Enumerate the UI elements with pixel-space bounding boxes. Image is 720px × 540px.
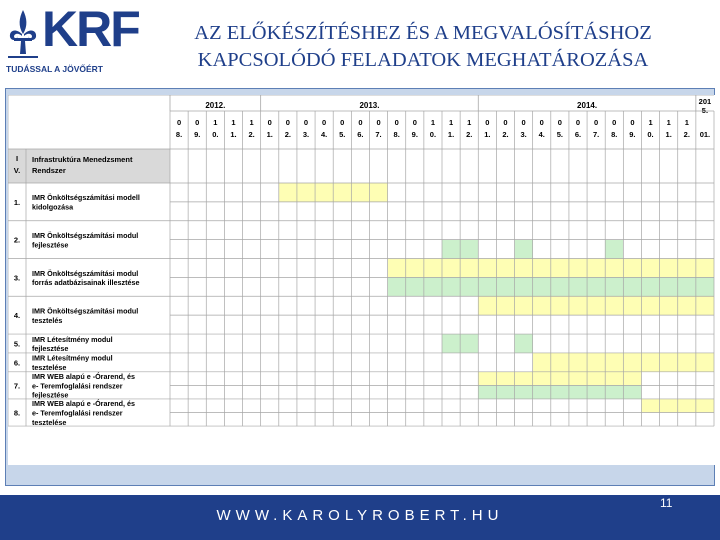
- month-label: 0: [557, 118, 562, 127]
- month-label: 9.: [629, 130, 636, 139]
- gantt-bar-cell: [515, 334, 533, 353]
- gantt-bar-cell: [496, 296, 514, 315]
- gantt-bar-cell: [623, 353, 641, 372]
- task-label: fejlesztése: [32, 390, 69, 400]
- gantt-bar-cell: [605, 240, 623, 259]
- task-label: IMR Létesítmény modul: [32, 353, 113, 363]
- month-label: 0: [485, 118, 490, 127]
- slide-title: [128, 20, 718, 74]
- gantt-bar-cell: [442, 277, 460, 296]
- task-number: 6.: [13, 358, 21, 368]
- gantt-bar-cell: [678, 353, 696, 372]
- gantt-bar-cell: [696, 277, 714, 296]
- month-label: 3.: [302, 130, 310, 139]
- month-label: 0: [376, 118, 381, 127]
- gantt-bar-cell: [641, 399, 659, 413]
- task-label: IMR WEB alapú e -Órarend, és: [32, 372, 136, 382]
- task-number: 2.: [13, 235, 21, 245]
- gantt-bar-cell: [605, 372, 623, 386]
- month-label: 2.: [502, 130, 509, 139]
- gantt-bar-cell: [551, 353, 569, 372]
- gantt-bar-cell: [406, 259, 424, 278]
- month-label: 01.: [699, 130, 711, 139]
- gantt-bar-cell: [351, 183, 369, 202]
- month-label: 1: [448, 118, 454, 127]
- task-number: 4.: [13, 311, 21, 321]
- task-number: 7.: [13, 381, 21, 391]
- month-label: 0: [195, 118, 200, 127]
- month-label: 0: [358, 118, 363, 127]
- gantt-bar-cell: [678, 399, 696, 413]
- task-label: IMR Önköltségszámítási modul: [32, 306, 139, 316]
- gantt-bar-cell: [623, 259, 641, 278]
- gantt-bar-cell: [587, 277, 605, 296]
- slide-title-line-1: AZ ELŐKÉSZÍTÉSHEZ ÉS A MEGVALÓSÍTÁSHOZ: [194, 22, 652, 44]
- fleur-de-lis-icon: [6, 6, 40, 62]
- gantt-bar-cell: [623, 372, 641, 386]
- gantt-bar-cell: [660, 277, 678, 296]
- month-label: 0: [412, 118, 417, 127]
- gantt-bar-cell: [678, 259, 696, 278]
- krf-logo: [6, 1, 139, 76]
- month-label: 1: [213, 118, 218, 127]
- gantt-bar-cell: [569, 353, 587, 372]
- gantt-bar-cell: [297, 183, 315, 202]
- gantt-bar-cell: [515, 385, 533, 399]
- gantt-bar-cell: [515, 372, 533, 386]
- gantt-bar-cell: [569, 259, 587, 278]
- page-number: 11: [660, 496, 673, 510]
- gantt-bar-cell: [442, 259, 460, 278]
- gantt-bar-cell: [533, 385, 551, 399]
- gantt-bar-cell: [478, 385, 496, 399]
- gantt-bar-cell: [460, 277, 478, 296]
- logo-wordmark: KRF: [42, 1, 139, 57]
- month-label: 1: [467, 118, 472, 127]
- month-label: 0: [630, 118, 635, 127]
- month-label: 0: [322, 118, 327, 127]
- gantt-bar-cell: [641, 259, 659, 278]
- gantt-bar-cell: [369, 183, 387, 202]
- gantt-bar-cell: [696, 259, 714, 278]
- task-label: fejlesztése: [32, 344, 69, 354]
- gantt-bar-cell: [605, 385, 623, 399]
- month-label: 1.: [266, 130, 273, 139]
- gantt-bar-cell: [478, 372, 496, 386]
- month-label: 0: [176, 118, 182, 127]
- header-corner: [8, 95, 170, 149]
- gantt-bar-cell: [315, 183, 333, 202]
- gantt-bar-cell: [678, 277, 696, 296]
- section-number: I: [15, 154, 19, 163]
- gantt-bar-cell: [696, 296, 714, 315]
- gantt-bar-cell: [406, 277, 424, 296]
- gantt-bar-cell: [551, 385, 569, 399]
- gantt-bar-cell: [696, 353, 714, 372]
- month-label: 2.: [683, 130, 690, 139]
- task-label: fejlesztése: [32, 240, 69, 250]
- month-label: 6.: [574, 130, 582, 139]
- gantt-bar-cell: [333, 183, 351, 202]
- task-number: 1.: [13, 197, 21, 207]
- gantt-bar-cell: [460, 240, 478, 259]
- month-label: 0: [394, 118, 399, 127]
- month-label: 7.: [375, 130, 382, 139]
- gantt-bar-cell: [696, 399, 714, 413]
- gantt-bar-cell: [587, 372, 605, 386]
- task-label: IMR Önköltségszámítási modul: [32, 230, 139, 240]
- section-label: Rendszer: [32, 166, 66, 175]
- gantt-bar-cell: [460, 334, 478, 353]
- gantt-bar-cell: [496, 372, 514, 386]
- gantt-bar-cell: [569, 277, 587, 296]
- month-label: 2.: [284, 130, 291, 139]
- task-number: 5.: [13, 339, 21, 349]
- gantt-bar-cell: [388, 259, 406, 278]
- gantt-bar-cell: [587, 353, 605, 372]
- gantt-bar-cell: [551, 296, 569, 315]
- gantt-bar-cell: [660, 259, 678, 278]
- month-label: 0: [340, 118, 345, 127]
- gantt-bar-cell: [515, 240, 533, 259]
- task-label: kidolgozása: [32, 202, 74, 212]
- footer-url[interactable]: WWW.KAROLYROBERT.HU: [216, 507, 504, 524]
- gantt-bar-cell: [424, 277, 442, 296]
- gantt-bar-cell: [442, 334, 460, 353]
- month-label: 1: [249, 118, 254, 127]
- task-label: IMR Önköltségszámítási modul: [32, 268, 139, 278]
- gantt-bar-cell: [569, 296, 587, 315]
- gantt-bar-cell: [533, 277, 551, 296]
- gantt-bar-cell: [587, 385, 605, 399]
- year-label: 2014.: [577, 101, 598, 110]
- month-label: 5.: [339, 130, 346, 139]
- month-label: 1: [648, 118, 653, 127]
- gantt-bar-cell: [641, 296, 659, 315]
- month-label: 0: [503, 118, 508, 127]
- task-label: IMR WEB alapú e -Órarend, és: [32, 399, 136, 409]
- year-label: 2012.: [205, 101, 226, 110]
- task-label: tesztelése: [32, 363, 67, 373]
- task-label: IMR Létesítmény modul: [32, 334, 113, 344]
- gantt-bar-cell: [605, 277, 623, 296]
- task-label: e- Teremfoglalási rendszer: [32, 381, 123, 391]
- task-number: 8.: [13, 408, 21, 418]
- month-label: 0: [521, 118, 526, 127]
- gantt-bar-cell: [460, 259, 478, 278]
- month-label: 4.: [321, 130, 328, 139]
- gantt-bar-cell: [515, 277, 533, 296]
- gantt-bar-cell: [623, 385, 641, 399]
- month-label: 1: [430, 118, 436, 127]
- month-label: 0: [612, 118, 617, 127]
- month-label: 4.: [538, 130, 545, 139]
- gantt-bar-cell: [533, 372, 551, 386]
- gantt-bar-cell: [623, 277, 641, 296]
- month-label: 0: [539, 118, 544, 127]
- month-label: 1.: [484, 130, 491, 139]
- month-label: 1: [666, 118, 671, 127]
- gantt-bar-cell: [551, 277, 569, 296]
- section-label: Infrastruktúra Menedzsment: [32, 155, 133, 164]
- slide-header: [0, 0, 720, 88]
- gantt-bar-cell: [478, 259, 496, 278]
- gantt-chart: [8, 95, 716, 465]
- month-label: 6.: [357, 130, 364, 139]
- task-label: IMR Önköltségszámítási modell: [32, 193, 140, 203]
- gantt-bar-cell: [605, 259, 623, 278]
- gantt-bar-cell: [605, 296, 623, 315]
- month-label: 3.: [520, 130, 527, 139]
- gantt-bar-cell: [496, 277, 514, 296]
- footer-bar: [0, 495, 720, 540]
- gantt-bar-cell: [533, 296, 551, 315]
- logo-tagline: TUDÁSSAL A JÖVŐÉRT: [6, 64, 103, 74]
- task-label: tesztelése: [32, 417, 67, 427]
- gantt-bar-cell: [279, 183, 297, 202]
- gantt-bar-cell: [388, 277, 406, 296]
- gantt-bar-cell: [660, 296, 678, 315]
- gantt-bar-cell: [569, 372, 587, 386]
- section-number: V.: [13, 166, 21, 175]
- month-label: 0.: [647, 130, 654, 139]
- gantt-bar-cell: [442, 240, 460, 259]
- month-label: 1.: [447, 130, 455, 139]
- gantt-bar-cell: [623, 296, 641, 315]
- month-label: 8.: [611, 130, 618, 139]
- month-label: 0: [285, 118, 290, 127]
- task-label: forrás adatbázisainak illesztése: [32, 278, 140, 288]
- gantt-bar-cell: [641, 353, 659, 372]
- gantt-bar-cell: [515, 296, 533, 315]
- gantt-bar-cell: [533, 259, 551, 278]
- gantt-bar-cell: [496, 385, 514, 399]
- task-label: e- Teremfoglalási rendszer: [32, 408, 123, 418]
- gantt-bar-cell: [496, 259, 514, 278]
- gantt-bar-cell: [551, 372, 569, 386]
- month-label: 9.: [194, 130, 201, 139]
- gantt-bar-cell: [424, 259, 442, 278]
- month-label: 8.: [175, 130, 183, 139]
- month-label: 2.: [248, 130, 255, 139]
- year-label: 5.: [701, 106, 709, 115]
- month-label: 0: [267, 118, 272, 127]
- month-label: 0: [303, 118, 309, 127]
- gantt-bar-cell: [569, 385, 587, 399]
- month-label: 0.: [212, 130, 219, 139]
- year-label: 201: [698, 97, 712, 106]
- year-label: 2013.: [359, 101, 380, 110]
- month-label: 1.: [665, 130, 672, 139]
- gantt-bar-cell: [678, 296, 696, 315]
- gantt-svg: [8, 95, 716, 465]
- gantt-bar-cell: [478, 296, 496, 315]
- month-label: 1: [231, 118, 236, 127]
- gantt-bar-cell: [515, 259, 533, 278]
- month-label: 2.: [466, 130, 473, 139]
- gantt-bar-cell: [587, 259, 605, 278]
- gantt-bar-cell: [587, 296, 605, 315]
- month-label: 8.: [393, 130, 400, 139]
- task-number: 3.: [13, 273, 21, 283]
- month-label: 0.: [429, 130, 437, 139]
- gantt-bar-cell: [551, 259, 569, 278]
- month-label: 0: [575, 118, 581, 127]
- gantt-bar-cell: [533, 353, 551, 372]
- month-label: 1.: [230, 130, 237, 139]
- month-label: 9.: [411, 130, 418, 139]
- gantt-bar-cell: [660, 399, 678, 413]
- task-label: tesztelés: [32, 315, 63, 325]
- slide-title-line-2: KAPCSOLÓDÓ FELADATOK MEGHATÁROZÁSA: [197, 49, 649, 71]
- gantt-bar-cell: [478, 277, 496, 296]
- month-label: 7.: [593, 130, 600, 139]
- month-label: 1: [684, 118, 689, 127]
- month-label: 0: [594, 118, 599, 127]
- gantt-bar-cell: [660, 353, 678, 372]
- month-label: 5.: [556, 130, 563, 139]
- gantt-bar-cell: [605, 353, 623, 372]
- gantt-bar-cell: [641, 277, 659, 296]
